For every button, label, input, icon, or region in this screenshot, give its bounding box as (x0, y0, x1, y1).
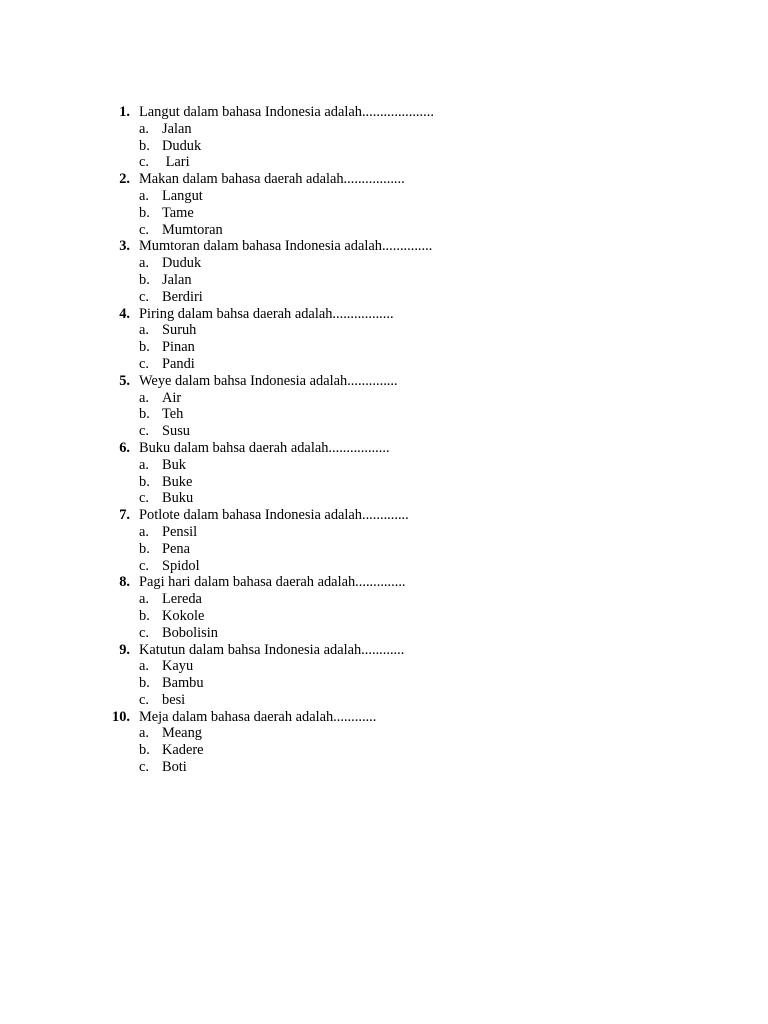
option-letter: c. (139, 355, 149, 372)
option-text: Pena (162, 540, 190, 557)
option-letter: b. (139, 540, 150, 557)
question-text: Meja dalam bahasa daerah adalah............ (139, 708, 377, 725)
option-letter: b. (139, 473, 150, 490)
answer-option (108, 524, 668, 541)
option-text: Pinan (162, 339, 195, 356)
option-text: Suruh (162, 322, 197, 339)
answer-option (108, 759, 668, 776)
option-text: Tame (162, 204, 194, 221)
option-letter: b. (139, 406, 150, 423)
option-text: Jalan (162, 271, 192, 288)
option-text: Kadere (162, 742, 204, 759)
option-text: besi (162, 691, 186, 708)
option-letter: c. (139, 691, 149, 708)
option-letter: b. (139, 339, 150, 356)
option-letter: c. (139, 557, 149, 574)
option-text: Boti (162, 759, 187, 776)
question-text: Pagi hari dalam bahasa daerah adalah.............. (139, 574, 406, 591)
option-text: Duduk (162, 255, 202, 272)
question-number: 9. (119, 641, 130, 658)
option-letter: c. (139, 759, 149, 776)
question-text: Buku dalam bahsa daerah adalah................. (139, 439, 390, 456)
answer-option (108, 423, 668, 440)
option-letter: b. (139, 607, 150, 624)
answer-option (108, 591, 668, 608)
option-text: Meang (162, 725, 202, 742)
answer-option (108, 205, 668, 222)
question-text: Potlote dalam bahasa Indonesia adalah............. (139, 507, 409, 524)
option-text: Buke (162, 473, 193, 490)
option-text: Kokole (162, 607, 205, 624)
option-letter: a. (139, 120, 149, 137)
answer-option (108, 188, 668, 205)
answer-option (108, 272, 668, 289)
answer-option (108, 339, 668, 356)
answer-option (108, 625, 668, 642)
answer-option (108, 675, 668, 692)
question-text: Katutun dalam bahsa Indonesia adalah............ (139, 641, 405, 658)
option-letter: a. (139, 389, 149, 406)
answer-option (108, 138, 668, 155)
question-number: 6. (119, 439, 130, 456)
answer-option (108, 658, 668, 675)
answer-option (108, 289, 668, 306)
option-text: Teh (162, 406, 184, 423)
question-text: Piring dalam bahsa daerah adalah................. (139, 305, 394, 322)
question-number: 3. (119, 238, 130, 255)
option-text: Berdiri (162, 288, 203, 305)
answer-option (108, 608, 668, 625)
answer-option (108, 390, 668, 407)
option-letter: a. (139, 725, 149, 742)
option-letter: c. (139, 288, 149, 305)
option-letter: a. (139, 456, 149, 473)
answer-option (108, 356, 668, 373)
option-letter: b. (139, 675, 150, 692)
question-item (108, 574, 668, 591)
answer-option (108, 154, 668, 171)
question-item (108, 642, 668, 659)
option-letter: c. (139, 154, 149, 171)
question-item (108, 507, 668, 524)
option-text: Buku (162, 490, 194, 507)
option-text: Susu (162, 423, 190, 440)
answer-option (108, 692, 668, 709)
option-letter: c. (139, 624, 149, 641)
option-letter: b. (139, 742, 150, 759)
option-text: Mumtoran (162, 221, 223, 238)
option-letter: a. (139, 322, 149, 339)
answer-option (108, 474, 668, 491)
option-text: Langut (162, 187, 203, 204)
question-item (108, 373, 668, 390)
option-text: Duduk (162, 137, 202, 154)
question-text: Langut dalam bahasa Indonesia adalah.................... (139, 104, 434, 120)
option-text: Pandi (162, 355, 195, 372)
option-text: Lereda (162, 591, 202, 608)
answer-option (108, 406, 668, 423)
answer-option (108, 541, 668, 558)
option-letter: c. (139, 490, 149, 507)
answer-option (108, 490, 668, 507)
option-letter: b. (139, 271, 150, 288)
question-number: 8. (119, 574, 130, 591)
option-letter: c. (139, 423, 149, 440)
option-letter: b. (139, 204, 150, 221)
question-number: 5. (119, 372, 130, 389)
option-letter: a. (139, 187, 149, 204)
question-item (108, 306, 668, 323)
answer-option (108, 457, 668, 474)
option-text: Jalan (162, 120, 192, 137)
question-text: Mumtoran dalam bahasa Indonesia adalah.............. (139, 238, 433, 255)
option-text: Bobolisin (162, 624, 218, 641)
question-number: 7. (119, 507, 130, 524)
question-text: Makan dalam bahasa daerah adalah................. (139, 171, 405, 188)
question-number: 10. (112, 708, 130, 725)
question-item (108, 104, 668, 121)
question-item (108, 709, 668, 726)
option-text: Bambu (162, 675, 204, 692)
answer-option (108, 121, 668, 138)
question-text: Weye dalam bahsa Indonesia adalah.............. (139, 372, 398, 389)
answer-option (108, 742, 668, 759)
option-text: Spidol (162, 557, 200, 574)
option-letter: c. (139, 221, 149, 238)
question-item (108, 171, 668, 188)
option-letter: a. (139, 658, 149, 675)
answer-option (108, 255, 668, 272)
option-letter: a. (139, 255, 149, 272)
option-text: Kayu (162, 658, 194, 675)
option-text: Lari (162, 154, 190, 171)
option-text: Buk (162, 456, 186, 473)
question-number: 2. (119, 171, 130, 188)
answer-option (108, 322, 668, 339)
question-number: 1. (119, 104, 130, 120)
answer-option (108, 725, 668, 742)
answer-option (108, 558, 668, 575)
answer-option (108, 222, 668, 239)
option-letter: a. (139, 591, 149, 608)
question-number: 4. (119, 305, 130, 322)
question-list (108, 104, 668, 776)
option-text: Air (162, 389, 182, 406)
question-item (108, 440, 668, 457)
option-letter: b. (139, 137, 150, 154)
question-item (108, 238, 668, 255)
option-letter: a. (139, 523, 149, 540)
option-text: Pensil (162, 523, 198, 540)
